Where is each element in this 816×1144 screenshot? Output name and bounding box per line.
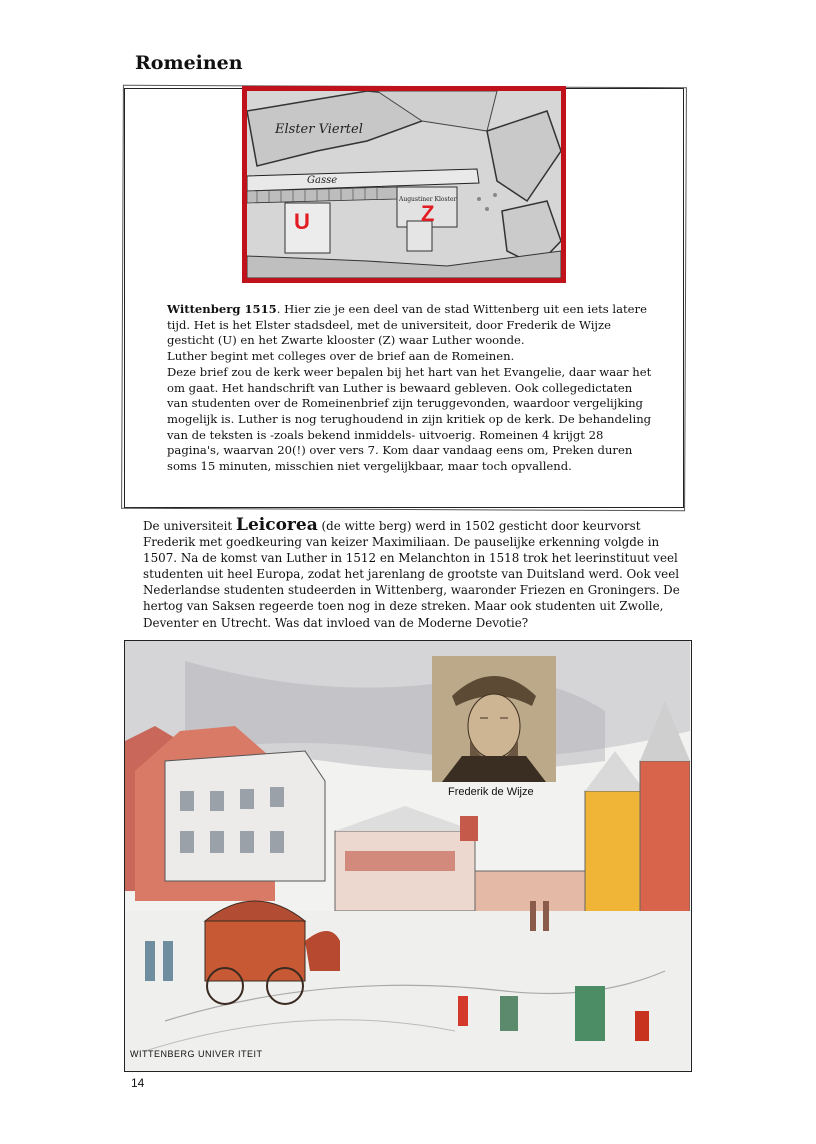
map-label-augustiner: Augustiner Kloster: [399, 196, 457, 203]
portrait-caption: Frederik de Wijze: [448, 786, 534, 798]
paragraph-post: (de witte berg) werd in 1502 gesticht door keurvorst Frederik met goedkeuring van keizer Maximiliaan. De pauselijke erkenning volgde in 1507. Na de komst van Luther in 1512 en Melanchton in 1518 trok het leerinstituut veel studenten uit heel Europa, zodat het jarenlang de grootste van Duitsland werd. Ook veel Nederlandse studenten studeerden in Wittenberg, waaronder Friezen en Groningers. De hertog van Saksen regeerde toen nog in deze streken. Maar ook studenten uit Zwolle, Deventer en Utrecht. Was dat invloed van de Moderne Devotie?: [143, 519, 680, 630]
wittenberg-illustration: [124, 640, 692, 1072]
map-marker-z: Z: [421, 201, 435, 226]
paragraph-pre: De universiteit: [143, 519, 236, 533]
paragraph-highlight: Leicorea: [236, 515, 318, 535]
caption-line-3: Deze brief zou de kerk weer bepalen bij het hart van het Evangelie, daar waar het om gaat. Het handschrift van Luther is bewaard gebleven. Ook collegedictaten van studenten over de Romeinenbrief zijn teruggevonden, waardoor vergelijking mogelijk is. Luther is nog terughoudend in zijn kritiek op de kerk. De behandeling van de teksten is -zoals bekend inmiddels- uitvoerig. Romeinen 4 krijgt 28 pagina's, waarvan 20(!) over vers 7. Kom daar vandaag eens om, Preken duren soms 15 minuten, misschien niet vergelijkbaar, maar toch opvallend.: [167, 364, 652, 474]
caption-lead: Wittenberg 1515: [167, 302, 277, 316]
body-paragraph: [143, 517, 683, 631]
caption-line-2: Luther begint met colleges over de brief aan de Romeinen.: [167, 349, 515, 364]
map-label-gasse: Gasse: [307, 175, 338, 186]
map-label-elster: Elster Viertel: [275, 122, 363, 137]
illustration-label: WITTENBERG UNIVER ITEIT: [130, 1049, 263, 1059]
frederik-portrait: [432, 656, 556, 782]
map-marker-u: U: [294, 209, 310, 234]
page-number: 14: [131, 1076, 145, 1090]
caption-line-1: . Hier zie je een deel van de stad Wittenberg uit een iets latere tijd. Het is het Elster stadsdeel, met de universiteit, door Frederik de Wijze gesticht (U) en het Zwarte klooster (Z) waar Luther woonde.: [167, 302, 647, 348]
historic-map: [242, 86, 566, 283]
map-caption: [167, 302, 655, 475]
page-title: Romeinen: [135, 52, 243, 74]
